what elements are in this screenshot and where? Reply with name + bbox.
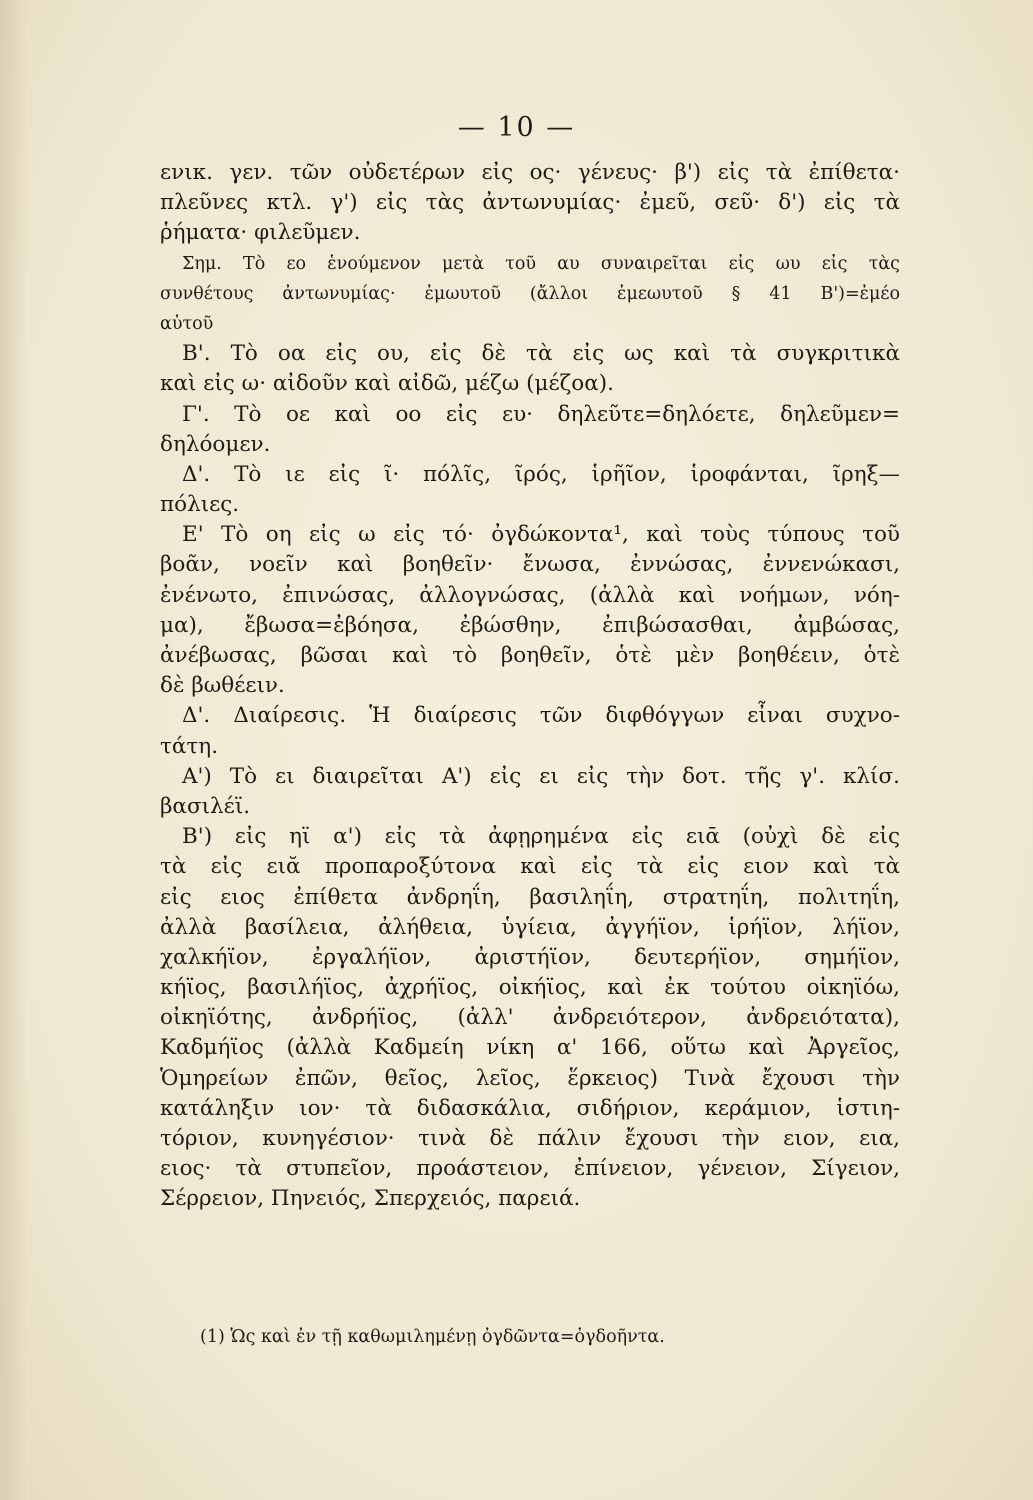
- text-line: τάτη.: [160, 733, 219, 759]
- text-line: δηλόομεν.: [160, 431, 271, 457]
- text-line: Καδμήϊος (ἀλλὰ Καδμείη νίκη α' 166, οὕτω καὶ Ἀργεῖος,: [160, 1035, 900, 1061]
- text-line: Β'. Τὸ οα εἰς ου, εἰς δὲ τὰ εἰς ως καὶ τὰ συγκριτικὰ: [182, 341, 900, 367]
- text-line: δὲ βωθέειν.: [160, 673, 285, 699]
- text-line: ἐνένωτο, ἐπινώσας, ἀλλογνώσας, (ἀλλὰ καὶ νοήμων, νόη-: [160, 582, 900, 608]
- text-line: βασιλέϊ.: [160, 793, 251, 819]
- text-line: τὰ εἰς ειᾰ προπαροξύτονα καὶ εἰς τὰ εἰς ειον καὶ τὰ: [160, 854, 900, 880]
- text-line: κατάληξιν ιον· τὰ διδασκάλια, σιδήριον, κεράμιον, ἱστιη-: [160, 1095, 900, 1121]
- page-edge-shadow: [0, 0, 28, 1500]
- text-line: ειος· τὰ στυπεῖον, προάστειον, ἐπίνειον, γένειον, Σίγειον,: [160, 1156, 900, 1182]
- note-line: αὐτοῦ: [160, 313, 214, 334]
- text-line: Α') Τὸ ει διαιρεῖται Α') εἰς ει εἰς τὴν δοτ. τῆς γ'. κλίσ.: [182, 763, 900, 789]
- text-line: τόριον, κυνηγέσιον· τινὰ δὲ πάλιν ἔχουσι τὴν ειον, εια,: [160, 1126, 900, 1151]
- text-line: Ε' Τὸ οη εἰς ω εἰς τό· ὀγδώκοντα¹, καὶ τοὺς τύπους τοῦ: [182, 522, 900, 548]
- text-line: μα), ἔβωσα=ἐβόησα, ἐβώσθην, ἐπιβώσασθαι, ἀμβώσας,: [160, 612, 900, 638]
- text-line: Δ'. Διαίρεσις. Ἡ διαίρεσις τῶν διφθόγγων εἶναι συχνο-: [182, 703, 900, 729]
- text-line: βοᾶν, νοεῖν καὶ βοηθεῖν· ἔνωσα, ἐννώσας, ἐννενώκασι,: [160, 552, 900, 578]
- text-line: ἀνέβωσας, βῶσαι καὶ τὸ βοηθεῖν, ὁτὲ μὲν βοηθέειν, ὁτὲ: [160, 643, 900, 668]
- text-line: ενικ. γεν. τῶν οὐδετέρων εἰς ος· γένευς· β') εἰς τὰ ἐπίθετα·: [160, 160, 900, 185]
- page-number: — 10 —: [457, 112, 576, 143]
- text-line: πόλιες.: [160, 492, 240, 518]
- text-line: κήϊος, βασιλήϊος, ἀχρήϊος, οἰκήϊος, καὶ ἐκ τούτου οἰκηϊόω,: [160, 975, 900, 1001]
- main-text: [160, 158, 900, 1215]
- text-line: Δ'. Τὸ ιε εἰς ῖ· πόλῖς, ῖρός, ἱρῆῖον, ἱροφάνται, ῖρηξ—: [182, 461, 900, 487]
- text-line: πλεῦνες κτλ. γ') εἰς τὰς ἀντωνυμίας· ἐμεῦ, σεῦ· δ') εἰς τὰ: [160, 190, 900, 216]
- footnote: (1) Ὡς καὶ ἐν τῇ καθωμιλημένῃ ὀγδῶντα=ὀγδοῆντα.: [200, 1327, 665, 1347]
- text-line: εἰς ειος ἐπίθετα ἀνδρηΐη, βασιληΐη, στρατηΐη, πολιτηΐη,: [160, 884, 900, 910]
- note-line: συνθέτους ἀντωνυμίας· ἐμωυτοῦ (ἄλλοι ἐμεωυτοῦ § 41 Β')=ἐμέο: [160, 283, 900, 304]
- note-line: Σημ. Τὸ εο ἑνούμενον μετὰ τοῦ αυ συναιρεῖται εἰς ωυ εἰς τὰς: [182, 253, 900, 274]
- text-line: ἀλλὰ βασίλεια, ἀλήθεια, ὑγίεια, ἀγγήϊον, ἱρήϊον, λήϊον,: [160, 914, 900, 940]
- text-line: Ὁμηρείων ἐπῶν, θεῖος, λεῖος, ἕρκειος) Τινὰ ἔχουσι τὴν: [160, 1065, 900, 1091]
- text-line: Γ'. Τὸ οε καὶ οο εἰς ευ· δηλεῦτε=δηλόετε, δηλεῦμεν=: [182, 401, 900, 427]
- text-line: καὶ εἰς ω· αἰδοῦν καὶ αἰδῶ, μέζω (μέζοα).: [160, 371, 614, 397]
- text-line: χαλκήϊον, ἐργαλήϊον, ἀριστήϊον, δευτερήϊον, σημήϊον,: [160, 944, 900, 970]
- text-line: οἰκηϊότης, ἀνδρήϊος, (ἀλλ' ἀνδρειότερον, ἀνδρειότατα),: [160, 1005, 900, 1031]
- text-line: ῥήματα· φιλεῦμεν.: [160, 220, 361, 246]
- text-line: Β') εἰς ηϊ α') εἰς τὰ ἀφῃρημένα εἰς ειᾱ (οὐχὶ δὲ εἰς: [182, 824, 900, 850]
- text-line: Σέρρειον, Πηνειός, Σπερχειός, παρειά.: [160, 1186, 581, 1212]
